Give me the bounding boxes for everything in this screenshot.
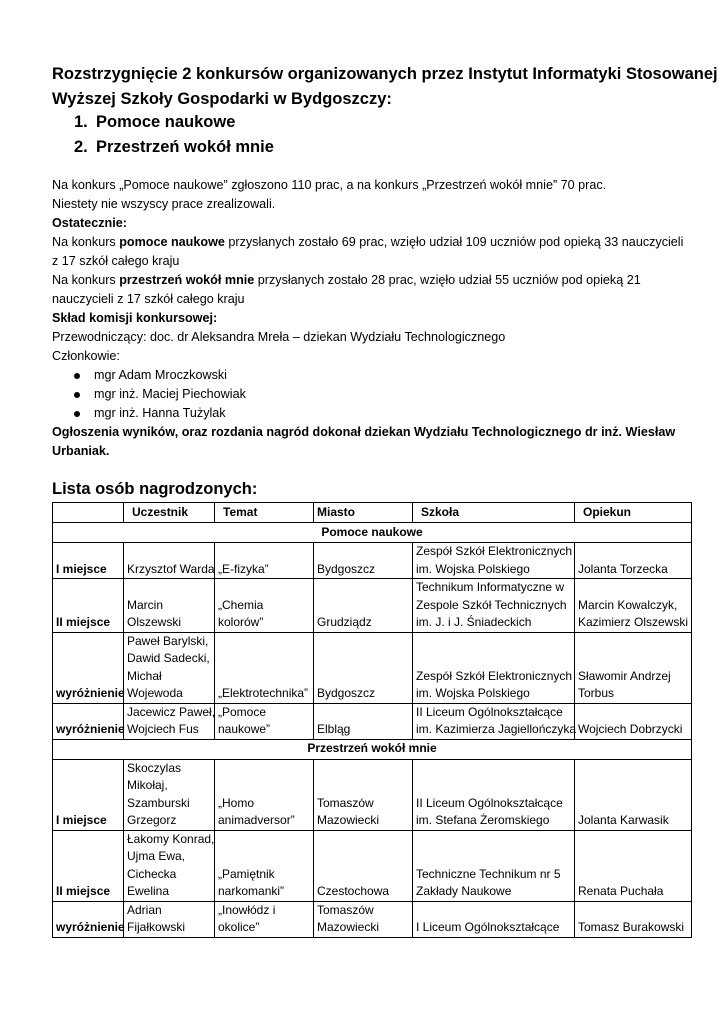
- participant-cell-line: Michał: [127, 668, 162, 683]
- school-cell-line: im. Kazimierza Jagiellończyka: [416, 722, 577, 736]
- city-cell: [314, 579, 413, 633]
- topic-cell: [215, 830, 314, 901]
- topic-cell: [215, 579, 314, 633]
- city-cell-line: Bydgoszcz: [317, 561, 376, 576]
- header-cell: Opiekun: [575, 503, 692, 523]
- participant-cell: [124, 579, 215, 633]
- participant-cell-line: Dawid Sadecki,: [127, 651, 210, 665]
- contest-number: 2.: [74, 138, 88, 156]
- contest2-summary: Na konkurs przestrzeń wokół mnie przysłanych zostało 28 prac, wzięło udział 55 uczniów pod opieką 21: [52, 273, 641, 287]
- city-cell: [314, 703, 413, 739]
- city-cell-line: Mazowiecki: [317, 813, 380, 827]
- school-cell-line: Techniczne Technikum nr 5: [416, 866, 561, 881]
- finally-heading: Ostatecznie:: [52, 216, 127, 230]
- participant-cell: [124, 901, 215, 937]
- school-cell-line: im. Wojska Polskiego: [416, 561, 530, 576]
- participant-cell-line: Wojewoda: [127, 686, 183, 700]
- school-cell-line: II Liceum Ogólnokształcące: [416, 795, 563, 810]
- place-cell: wyróżnienie: [53, 901, 124, 937]
- tutor-cell-line: Jolanta Karwasik: [578, 813, 669, 827]
- topic-cell: [215, 543, 314, 579]
- city-cell-line: Czestochowa: [317, 884, 390, 898]
- tutor-cell: [575, 759, 692, 830]
- tutor-cell-line: Sławomir Andrzej: [578, 668, 671, 683]
- committee-heading: Skład komisji konkursowej:: [52, 311, 218, 325]
- contest-item: [74, 110, 274, 135]
- city-cell-line: Grudziądz: [317, 615, 372, 629]
- participant-cell: [124, 632, 215, 703]
- contest-name: Pomoce naukowe: [96, 113, 236, 131]
- table-row: [53, 830, 692, 901]
- place-cell: I miejsce: [53, 759, 124, 830]
- intro-paragraph: Na konkurs „Pomoce naukowe” zgłoszono 110 prac, a na konkurs „Przestrzeń wokół mnie” 70 prac.: [52, 178, 607, 192]
- school-cell: [413, 759, 575, 830]
- tutor-cell: [575, 703, 692, 739]
- table-row: [53, 759, 692, 830]
- participant-cell-line: Ewelina: [127, 884, 170, 898]
- participant-cell-line: Olszewski: [127, 615, 182, 629]
- winners-heading: Lista osób nagrodzonych:: [52, 480, 258, 498]
- member-item: mgr inż. Hanna Tużylak: [52, 404, 692, 423]
- topic-cell-line: „Pamiętnik: [218, 866, 275, 881]
- table-row: [53, 579, 692, 633]
- participant-cell-line: Fijałkowski: [127, 920, 186, 934]
- school-cell: [413, 632, 575, 703]
- participant-cell-line: Szamburski: [127, 795, 190, 810]
- results-table: [52, 502, 692, 938]
- topic-cell-line: kolorów”: [218, 615, 264, 629]
- school-cell-line: Technikum Informatyczne w: [416, 580, 565, 594]
- school-cell-line: im. Wojska Polskiego: [416, 686, 530, 700]
- section-title: Przestrzeń wokół mnie: [53, 739, 692, 759]
- school-cell-line: Zakłady Naukowe: [416, 884, 512, 898]
- city-cell: [314, 543, 413, 579]
- contest1-summary: Na konkurs pomoce naukowe przysłanych zostało 69 prac, wzięło udział 109 uczniów pod opieką 33 nauczycieli: [52, 235, 684, 249]
- school-cell-line: Zespół Szkół Elektronicznych: [416, 668, 573, 683]
- city-cell: [314, 901, 413, 937]
- table-header-row: [53, 503, 692, 523]
- participant-cell-line: Jacewicz Paweł,: [127, 704, 216, 719]
- participant-cell-line: Cichecka: [127, 866, 177, 881]
- city-cell-line: Bydgoszcz: [317, 686, 376, 700]
- school-cell-line: II Liceum Ogólnokształcące: [416, 704, 563, 719]
- header-cell: Uczestnik: [124, 503, 215, 523]
- contest-list: [74, 110, 274, 160]
- tutor-cell: [575, 543, 692, 579]
- members-list: [52, 366, 692, 423]
- participant-cell-line: Skoczylas: [127, 760, 182, 775]
- contest-item: [74, 135, 274, 160]
- topic-cell-line: narkomanki”: [218, 884, 285, 898]
- city-cell: [314, 632, 413, 703]
- topic-cell: [215, 901, 314, 937]
- table-row: [53, 543, 692, 579]
- tutor-cell-line: Tomasz Burakowski: [578, 920, 685, 934]
- contest-number: 1.: [74, 113, 88, 131]
- school-cell-line: im. Stefana Żeromskiego: [416, 813, 550, 827]
- members-label: Członkowie:: [52, 349, 120, 363]
- header-cell: [53, 503, 124, 523]
- document-title: [52, 62, 718, 112]
- topic-cell-line: „Chemia: [218, 597, 264, 612]
- participant-cell: [124, 703, 215, 739]
- contest1-summary-cont: z 17 szkół całego kraju: [52, 254, 180, 268]
- participant-cell: [124, 830, 215, 901]
- city-cell-line: Tomaszów: [317, 795, 374, 810]
- intro-paragraph: Niestety nie wszyscy prace zrealizowali.: [52, 197, 276, 211]
- table-row: [53, 901, 692, 937]
- participant-cell-line: Mikołaj,: [127, 778, 168, 792]
- school-cell: [413, 579, 575, 633]
- school-cell: [413, 830, 575, 901]
- header-cell: Szkoła: [413, 503, 575, 523]
- table-row: [53, 632, 692, 703]
- committee-chair: Przewodniczący: doc. dr Aleksandra Mreła – dziekan Wydziału Technologicznego: [52, 330, 506, 344]
- participant-cell-line: Adrian: [127, 902, 162, 917]
- header-cell: Miasto: [314, 503, 413, 523]
- contest-name: Przestrzeń wokół mnie: [96, 138, 274, 156]
- tutor-cell: [575, 579, 692, 633]
- member-item: mgr inż. Maciej Piechowiak: [52, 385, 692, 404]
- topic-cell-line: animadversor”: [218, 813, 295, 827]
- header-cell: Temat: [215, 503, 314, 523]
- participant-cell: [124, 543, 215, 579]
- tutor-cell-line: Kazimierz Olszewski: [578, 615, 689, 629]
- participant-cell-line: Marcin: [127, 597, 164, 612]
- city-cell-line: Elbląg: [317, 722, 351, 736]
- tutor-cell: [575, 901, 692, 937]
- school-cell: [413, 543, 575, 579]
- tutor-cell-line: Marcin Kowalczyk,: [578, 597, 678, 612]
- title-line-2: Wyższej Szkoły Gospodarki w Bydgoszczy:: [52, 90, 392, 108]
- participant-cell-line: Krzysztof Warda: [127, 561, 215, 576]
- city-cell-line: Tomaszów: [317, 902, 374, 917]
- contest2-summary-cont: nauczycieli z 17 szkół całego kraju: [52, 292, 245, 306]
- school-cell-line: Zespole Szkół Technicznych: [416, 597, 567, 612]
- title-line-1: Rozstrzygnięcie 2 konkursów organizowanych przez Instytut Informatyki Stosowanej: [52, 65, 718, 83]
- place-cell: II miejsce: [53, 579, 124, 633]
- tutor-cell: [575, 830, 692, 901]
- school-cell-line: Zespół Szkół Elektronicznych: [416, 544, 573, 558]
- place-cell: wyróżnienie: [53, 703, 124, 739]
- section-title: Pomoce naukowe: [53, 523, 692, 543]
- school-cell-line: I Liceum Ogólnokształcące: [416, 920, 560, 934]
- city-cell-line: Mazowiecki: [317, 920, 380, 934]
- place-cell: II miejsce: [53, 830, 124, 901]
- city-cell: [314, 830, 413, 901]
- announcement-cont: Urbaniak.: [52, 444, 110, 458]
- tutor-cell: [575, 632, 692, 703]
- participant-cell-line: Łakomy Konrad,: [127, 831, 215, 846]
- tutor-cell-line: Jolanta Torzecka: [578, 561, 668, 576]
- document-body: [52, 176, 692, 461]
- tutor-cell-line: Torbus: [578, 686, 615, 700]
- school-cell-line: im. J. i J. Śniadeckich: [416, 615, 532, 629]
- topic-cell-line: „Inowłódz i: [218, 902, 276, 917]
- tutor-cell-line: Wojciech Dobrzycki: [578, 722, 683, 736]
- section-row: [53, 739, 692, 759]
- participant-cell-line: Ujma Ewa,: [127, 849, 186, 863]
- topic-cell-line: „Elektrotechnika”: [218, 686, 309, 700]
- topic-cell-line: „Pomoce: [218, 704, 267, 719]
- table-row: [53, 703, 692, 739]
- topic-cell-line: okolice”: [218, 920, 260, 934]
- topic-cell: [215, 759, 314, 830]
- member-item: mgr Adam Mroczkowski: [52, 366, 692, 385]
- participant-cell-line: Paweł Barylski,: [127, 633, 209, 648]
- topic-cell-line: naukowe”: [218, 722, 271, 736]
- participant-cell: [124, 759, 215, 830]
- school-cell: [413, 901, 575, 937]
- school-cell: [413, 703, 575, 739]
- place-cell: I miejsce: [53, 543, 124, 579]
- tutor-cell-line: Renata Puchała: [578, 884, 664, 898]
- participant-cell-line: Wojciech Fus: [127, 722, 199, 736]
- topic-cell-line: „E-fizyka”: [218, 561, 269, 576]
- topic-cell-line: „Homo: [218, 795, 255, 810]
- city-cell: [314, 759, 413, 830]
- topic-cell: [215, 703, 314, 739]
- place-cell: wyróżnienie: [53, 632, 124, 703]
- participant-cell-line: Grzegorz: [127, 813, 177, 827]
- announcement: Ogłoszenia wyników, oraz rozdania nagród dokonał dziekan Wydziału Technologicznego dr inż. Wiesław: [52, 425, 676, 439]
- section-row: [53, 523, 692, 543]
- topic-cell: [215, 632, 314, 703]
